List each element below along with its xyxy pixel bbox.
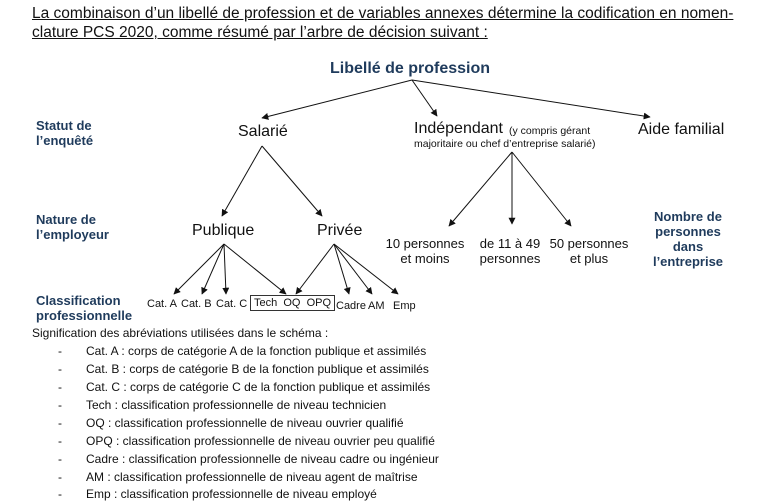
legend-item (58, 470, 418, 484)
legend-item (58, 487, 377, 501)
edge-privee-techbox (296, 244, 334, 294)
leaf-box-tech-oq-opq (250, 295, 335, 311)
legend-item (58, 452, 439, 466)
legend-text: Cat. C : corps de catégorie C de la fonction publique et assimilés (86, 380, 431, 394)
level-classif-line1: Classification (36, 293, 121, 308)
node-taille-moyen-line2: personnes (479, 251, 541, 266)
legend-text: Cat. B : corps de catégorie B de la fonction publique et assimilés (86, 362, 429, 376)
legend-item (58, 434, 435, 448)
legend-bullet: - (58, 487, 62, 501)
legend-text: Cadre : classification professionnelle de niveau cadre ou ingénieur (86, 452, 439, 466)
legend-title: Signification des abréviations utilisées dans le schéma : (32, 326, 329, 340)
edge-publique-catc (224, 244, 226, 294)
edge-privee-cadre (334, 244, 349, 294)
legend-text: OQ : classification professionnelle de niveau ouvrier qualifié (86, 416, 404, 430)
legend-item (58, 362, 429, 376)
legend-bullet: - (58, 452, 62, 466)
level-nombre-line4: l’entreprise (652, 254, 724, 269)
edge-publique-techbox (224, 244, 286, 294)
leaf-am: AM (368, 300, 385, 312)
node-publique: Publique (192, 222, 255, 239)
legend-text: Emp : classification professionnelle de niveau employé (86, 487, 377, 501)
node-taille-moyen-line1: de 11 à 49 (479, 236, 541, 251)
leaf-opq: OPQ (306, 297, 332, 309)
leaf-oq: OQ (283, 297, 301, 309)
node-aide-familial: Aide familial (638, 121, 725, 138)
legend-text: Tech : classification professionnelle de niveau technicien (86, 398, 387, 412)
edge-publique-catb (202, 244, 224, 294)
legend-item (58, 416, 404, 430)
root-node: Libellé de profession (330, 60, 491, 77)
legend-bullet: - (58, 470, 62, 484)
node-independant-note-2: majoritaire ou chef d’entreprise salarié) (414, 138, 596, 150)
legend-bullet: - (58, 434, 62, 448)
legend-bullet: - (58, 398, 62, 412)
legend-bullet: - (58, 344, 62, 358)
legend-bullet: - (58, 416, 62, 430)
node-taille-grand-line1: 50 personnes (549, 236, 629, 251)
node-salarie: Salarié (238, 123, 288, 140)
legend-text: AM : classification professionnelle de niveau agent de maîtrise (86, 470, 418, 484)
legend-text: Cat. A : corps de catégorie A de la fonction publique et assimilés (86, 344, 427, 358)
intro-line-1: La combinaison d’un libellé de profession et de variables annexes détermine la codification en nomen- (32, 5, 734, 22)
edge-root-independant (412, 80, 437, 116)
node-independant-note-1: (y compris gérant (509, 125, 591, 137)
leaf-cat-b: Cat. B (181, 298, 212, 310)
edge-indep-grand (512, 152, 571, 226)
node-privee: Privée (317, 222, 363, 239)
legend-item (58, 344, 426, 358)
leaf-cat-a: Cat. A (147, 298, 177, 310)
level-nombre-line2: personnes (655, 224, 721, 239)
node-taille-petit-line2: et moins (400, 251, 450, 266)
edge-publique-cata (174, 244, 224, 294)
level-nombre-line3: dans (672, 239, 704, 254)
leaf-cat-c: Cat. C (216, 298, 248, 310)
leaf-tech: Tech (254, 297, 278, 309)
node-independant: Indépendant (414, 120, 503, 137)
level-nombre-line1: Nombre de (654, 209, 722, 224)
level-nature-line2: l’employeur (36, 227, 109, 242)
legend-bullet: - (58, 362, 62, 376)
legend-text: OPQ : classification professionnelle de niveau ouvrier peu qualifié (86, 434, 435, 448)
edge-salarie-privee (262, 146, 322, 216)
node-taille-grand-line2: et plus (569, 251, 609, 266)
edge-indep-petit (449, 152, 512, 226)
edge-salarie-publique (222, 146, 262, 216)
legend-bullet: - (58, 380, 62, 394)
level-statut-line1: Statut de (36, 118, 92, 133)
level-statut-line2: l’enquêté (36, 133, 94, 148)
node-taille-petit-line1: 10 personnes (385, 236, 465, 251)
level-nature-line1: Nature de (36, 212, 96, 227)
leaf-emp: Emp (393, 300, 416, 312)
edge-root-aide (412, 80, 650, 117)
legend-item (58, 380, 430, 394)
intro-line-2: clature PCS 2020, comme résumé par l’arbre de décision suivant : (32, 24, 488, 41)
edge-root-salarie (262, 80, 412, 118)
level-classif-line2: professionnelle (36, 308, 133, 323)
leaf-cadre: Cadre (336, 300, 366, 312)
legend-item (58, 398, 386, 412)
